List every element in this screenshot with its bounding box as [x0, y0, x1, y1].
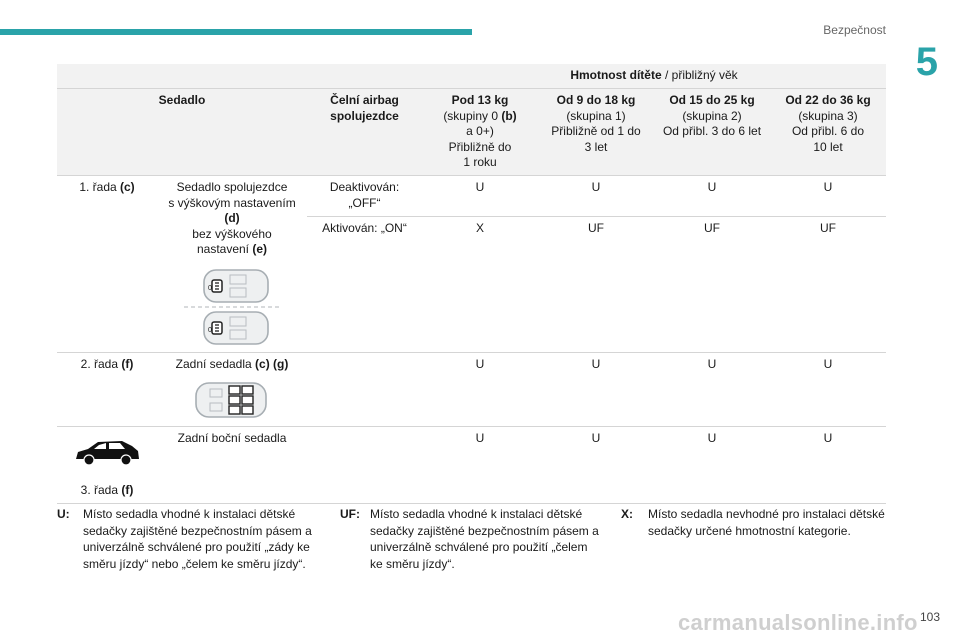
legend-u: U: Místo sedadla vhodné k instalaci dětské sedačky zajištěné bezpečnostním pásem a univerzálně schválené pro použití „zády ke směru jízdy“ nebo „čelem ke směru jízdy“.	[57, 507, 312, 571]
section-title: Bezpečnost	[823, 23, 886, 37]
value-cell: U	[422, 175, 538, 216]
watermark: carmanualsonline.info	[678, 610, 918, 635]
value-cell: UF	[654, 216, 770, 352]
value-cell: X	[422, 216, 538, 352]
seat-cell-1: Sedadlo spolujezdce s výškovým nastavením (d) bez výškového nastavení (e) 0 0	[157, 175, 307, 352]
value-cell: U	[422, 426, 538, 503]
value-cell: U	[654, 175, 770, 216]
col-header-weight-4: Od 22 do 36 kg (skupina 3) Od přibl. 6 do 10 let	[770, 89, 886, 176]
value-cell: U	[654, 352, 770, 426]
col-header-weight-3: Od 15 do 25 kg (skupina 2) Od přibl. 3 do 6 let	[654, 89, 770, 176]
value-cell: U	[538, 175, 654, 216]
row-label-3: 3. řada (f)	[57, 426, 157, 503]
child-seat-table	[57, 64, 886, 504]
seat-cell-3: Zadní boční sedadla	[157, 426, 307, 503]
table-row-2	[57, 352, 886, 426]
col-header-airbag: Čelní airbag spolujezdce	[307, 89, 422, 176]
row-label-2: 2. řada (f)	[57, 352, 157, 426]
col-header-weight-1: Pod 13 kg (skupiny 0 (b) a 0+) Přibližně do 1 roku	[422, 89, 538, 176]
svg-text:0: 0	[208, 326, 212, 334]
table-header-row	[57, 89, 886, 176]
legend-x: X: Místo sedadla nevhodné pro instalaci dětské sedačky určené hmotnostní kategorie.	[621, 507, 885, 538]
table-row-3	[57, 426, 886, 503]
table-row-1	[57, 175, 886, 216]
col-header-seat: Sedadlo	[57, 89, 307, 176]
value-cell: U	[654, 426, 770, 503]
airbag-on-cell: Aktivován: „ON“	[307, 216, 422, 352]
table-group-header-row	[57, 64, 886, 89]
car-top-view-front-seat-icon	[182, 266, 282, 348]
car-top-view-rear-seats-icon	[192, 379, 272, 421]
section-number: 5	[915, 40, 938, 84]
col-header-weight-2: Od 9 do 18 kg (skupina 1) Přibližně od 1 do 3 let	[538, 89, 654, 176]
svg-text:0: 0	[208, 284, 212, 292]
value-cell: U	[770, 175, 886, 216]
value-cell: UF	[538, 216, 654, 352]
group-header: Hmotnost dítěte / přibližný věk	[422, 64, 886, 89]
airbag-off-cell: Deaktivován: „OFF“	[307, 175, 422, 216]
car-side-silhouette-icon	[72, 437, 142, 469]
accent-bar	[0, 29, 472, 35]
page-number: 103	[919, 610, 940, 624]
value-cell: U	[770, 352, 886, 426]
row-label-1: 1. řada (c)	[57, 175, 157, 352]
value-cell: UF	[770, 216, 886, 352]
value-cell: U	[538, 426, 654, 503]
value-cell: U	[538, 352, 654, 426]
legend-uf: UF: Místo sedadla vhodné k instalaci dětské sedačky zajištěné bezpečnostním pásem a univerzálně schválené pro použití „čelem ke směru jízdy“.	[340, 507, 599, 571]
value-cell: U	[422, 352, 538, 426]
value-cell: U	[770, 426, 886, 503]
seat-cell-2: Zadní sedadla (c) (g)	[157, 352, 307, 426]
